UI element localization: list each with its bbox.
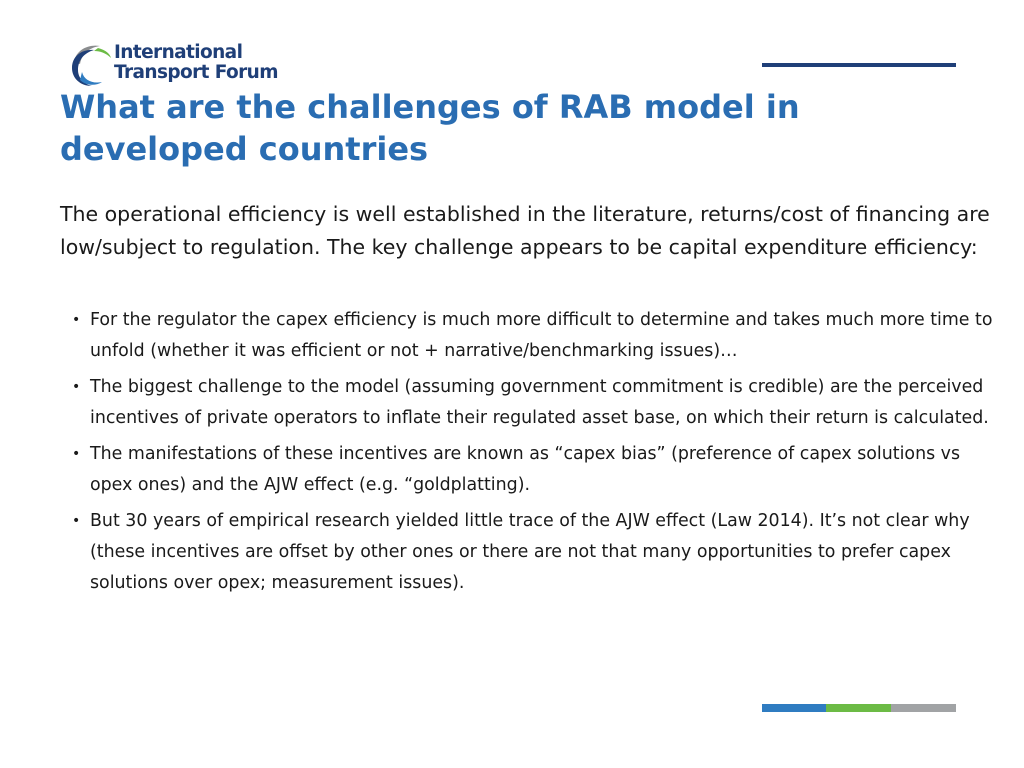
bullet-text: For the regulator the capex efficiency is much more difficult to determine and takes much more time to unfold (whether it was efficient or not + narrative/benchmarking issues)… <box>90 310 993 361</box>
bullet-text: But 30 years of empirical research yielded little trace of the AJW effect (Law 2014). It’s not clear why (these incentives are offset by other ones or there are not that many opportunities to prefer capex solutions over opex; measurement issues). <box>90 511 970 593</box>
bullet-marker: • <box>72 312 81 328</box>
bullet-marker: • <box>72 446 81 462</box>
accent-segment-green <box>826 704 891 712</box>
logo-wordmark <box>114 43 278 83</box>
intro-paragraph: The operational efficiency is well established in the literature, returns/cost of financing are low/subject to regulation. The key challenge appears to be capital expenditure efficiency: <box>60 202 990 259</box>
accent-segment-blue <box>762 704 826 712</box>
top-accent-rule <box>762 63 956 67</box>
bullet-item <box>72 439 997 501</box>
bullet-marker: • <box>72 379 81 395</box>
bullet-marker: • <box>72 513 81 529</box>
accent-segment-grey <box>891 704 956 712</box>
bullet-item <box>72 305 997 367</box>
itf-logo <box>68 42 278 88</box>
bullet-item <box>72 506 997 599</box>
bullet-text: The biggest challenge to the model (assuming government commitment is credible) are the perceived incentives of private operators to inflate their regulated asset base, on which their return is calculated. <box>90 377 989 428</box>
logo-line-1: International <box>114 42 243 63</box>
itf-swoosh-logo-icon <box>68 42 112 88</box>
bullet-text: The manifestations of these incentives are known as “capex bias” (preference of capex solutions vs opex ones) and the AJW effect (e.g. “goldplatting). <box>90 444 961 495</box>
slide-title: What are the challenges of RAB model in developed countries <box>60 88 800 168</box>
bottom-accent-bar <box>762 704 956 712</box>
bullet-item <box>72 372 997 434</box>
logo-line-2: Transport Forum <box>114 62 278 83</box>
bullet-list <box>72 305 997 604</box>
